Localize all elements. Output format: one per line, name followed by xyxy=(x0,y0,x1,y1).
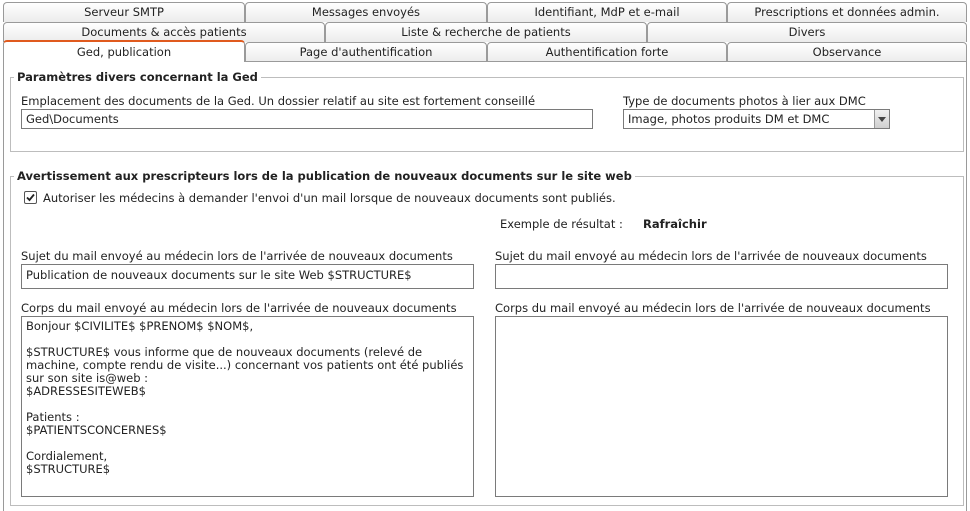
mail-subject-label: Sujet du mail envoyé au médecin lors de l'arrivée de nouveaux documents xyxy=(21,249,453,263)
photo-type-select[interactable] xyxy=(623,109,890,129)
mail-body-preview-label: Corps du mail envoyé au médecin lors de l'arrivée de nouveaux documents xyxy=(495,301,931,315)
refresh-button[interactable]: Rafraîchir xyxy=(643,217,707,231)
ged-settings-legend: Paramètres divers concernant la Ged xyxy=(17,70,258,84)
photo-type-label: Type de documents photos à lier aux DMC xyxy=(623,94,866,108)
mail-subject-preview xyxy=(495,264,948,289)
mail-body-preview xyxy=(495,316,948,497)
allow-mail-label[interactable]: Autoriser les médecins à demander l'envoi d'un mail lorsque de nouveaux documents sont publiés. xyxy=(43,191,616,205)
mail-body-textarea[interactable]: Bonjour $CIVILITE$ $PRENOM$ $NOM$, $STRUCTURE$ vous informe que de nouveaux documents (relevé de machine, compte rendu de visite...) concernant vos patients ont été publiés sur son site is@web : $ADRESSESITEWEB$ Patients : $PATIENTSCONCERNES$ Cordialement, $STRUCTURE$ xyxy=(21,316,474,497)
photo-type-value: Image, photos produits DM et DMC xyxy=(628,112,830,126)
tab-prescriptions[interactable]: Prescriptions et données admin. xyxy=(727,2,967,22)
check-icon xyxy=(25,192,36,203)
tab-identifiant-mdp[interactable]: Identifiant, MdP et e-mail xyxy=(487,2,727,22)
tab-observance[interactable]: Observance xyxy=(727,42,967,62)
mail-body-label: Corps du mail envoyé au médecin lors de l'arrivée de nouveaux documents xyxy=(21,301,457,315)
mail-subject-input[interactable]: Publication de nouveaux documents sur le site Web $STRUCTURE$ xyxy=(21,264,474,289)
mail-subject-preview-label: Sujet du mail envoyé au médecin lors de l'arrivée de nouveaux documents xyxy=(495,249,927,263)
publication-notice-legend: Avertissement aux prescripteurs lors de la publication de nouveaux documents sur le site web xyxy=(17,169,632,183)
tab-ged-publication[interactable]: Ged, publication xyxy=(3,40,245,62)
allow-mail-checkbox[interactable] xyxy=(24,191,37,204)
tab-serveur-smtp[interactable]: Serveur SMTP xyxy=(3,2,245,22)
example-result-label: Exemple de résultat : xyxy=(500,217,623,231)
chevron-down-icon[interactable] xyxy=(874,110,889,128)
tab-page-authentification[interactable]: Page d'authentification xyxy=(245,42,487,62)
tab-liste-recherche[interactable]: Liste & recherche de patients xyxy=(325,22,647,42)
ged-location-label: Emplacement des documents de la Ged. Un dossier relatif au site est fortement conseillé xyxy=(21,94,536,108)
tab-authentification-forte[interactable]: Authentification forte xyxy=(487,42,727,62)
ged-location-input[interactable]: Ged\Documents xyxy=(21,109,593,129)
tab-documents-acces[interactable]: Documents & accès patients xyxy=(3,22,325,42)
tab-divers[interactable]: Divers xyxy=(647,22,967,42)
tab-messages-envoyes[interactable]: Messages envoyés xyxy=(245,2,487,22)
